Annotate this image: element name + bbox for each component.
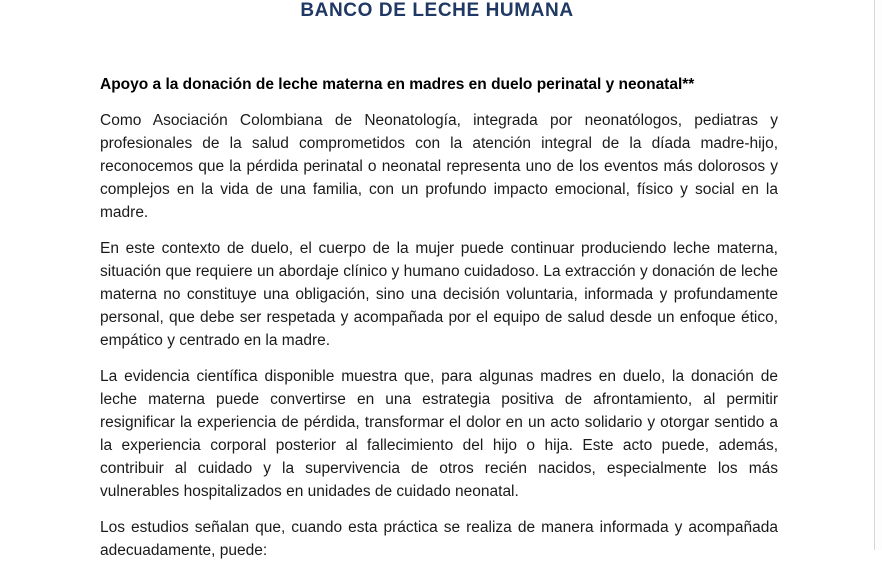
- section-heading: Apoyo a la donación de leche materna en madres en duelo perinatal y neonatal**: [100, 76, 695, 93]
- paragraph-intro-asociacion: Como Asociación Colombiana de Neonatología, integrada por neonatólogos, pediatras y profesionales de la salud comprometidos con la atención integral de la díada madre-hijo, reconocemos que la pérdida perinatal o neonatal representa uno de los eventos más dolorosos y complejos en la vida de una familia, con un profundo impacto emocional, físico y social en la madre.: [100, 112, 778, 221]
- canvas-outside-page: [875, 0, 882, 550]
- paragraph-estudios-senalan: Los estudios señalan que, cuando esta práctica se realiza de manera informada y acompañada adecuadamente, puede:: [100, 519, 778, 559]
- paragraph-contexto-duelo: En este contexto de duelo, el cuerpo de la mujer puede continuar produciendo leche materna, situación que requiere un abordaje clínico y humano cuidadoso. La extracción y donación de leche materna no constituye una obligación, sino una decisión voluntaria, informada y profundamente personal, que debe ser respetada y acompañada por el equipo de salud desde un enfoque ético, empático y centrado en la madre.: [100, 240, 778, 349]
- document-title: BANCO DE LECHE HUMANA: [300, 0, 574, 21]
- paragraph-evidencia-cientifica: La evidencia científica disponible muestra que, para algunas madres en duelo, la donación de leche materna puede convertirse en una estrategia positiva de afrontamiento, al permitir resignificar la experiencia de pérdida, transformar el dolor en un acto solidario y otorgar sentido a la experiencia corporal posterior al fallecimiento del hijo o hija. Este acto puede, además, contribuir al cuidado y la supervivencia de otros recién nacidos, especialmente los más vulnerables hospitalizados en unidades de cuidado neonatal.: [100, 368, 778, 500]
